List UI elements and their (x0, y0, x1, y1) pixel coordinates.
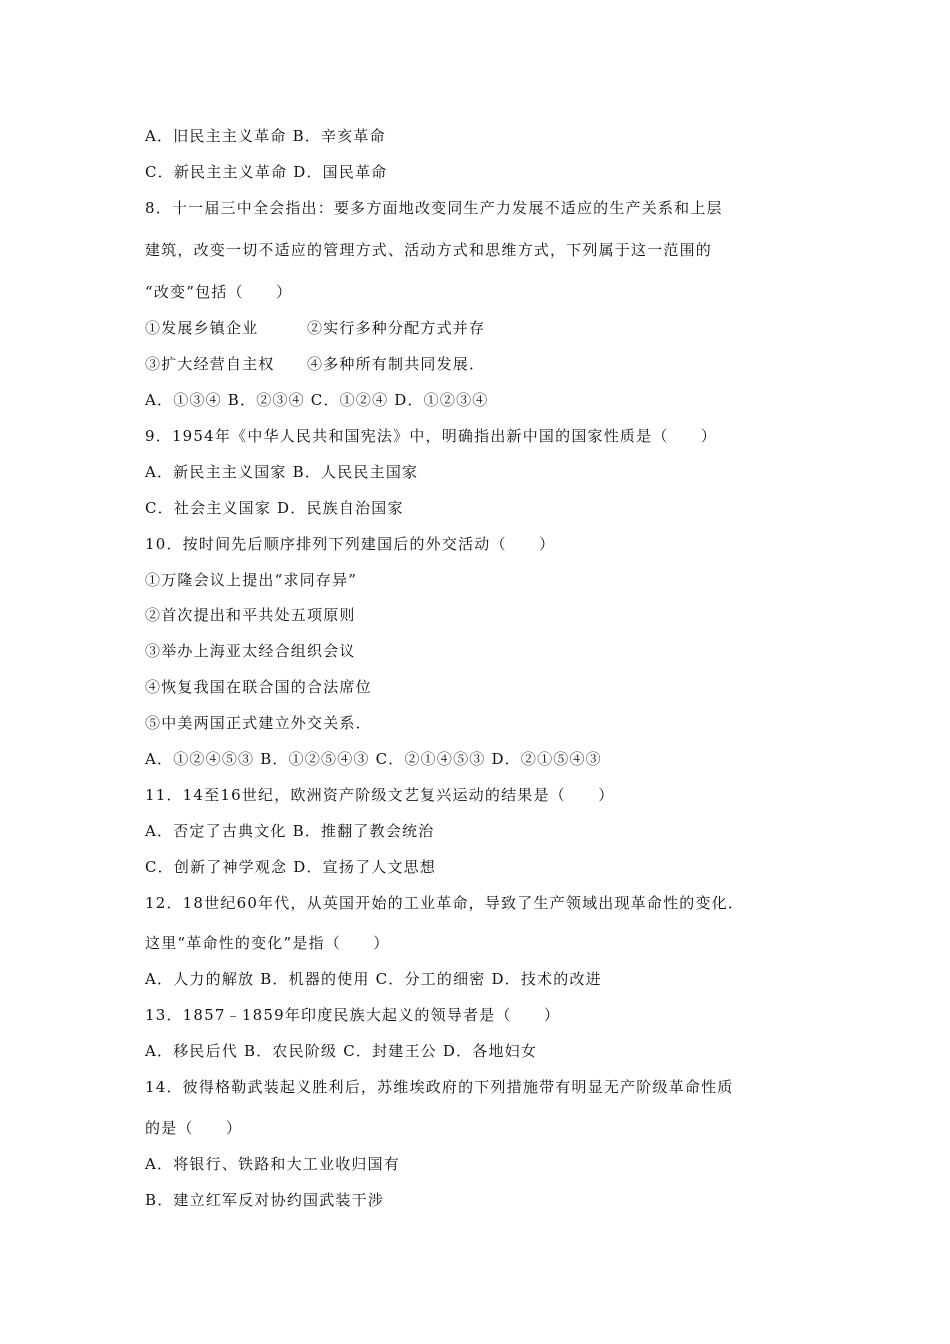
q10-item-2: ②首次提出和平共处五项原则 (145, 606, 356, 624)
q9-options-cd: C．社会主义国家 D．民族自治国家 (145, 499, 404, 517)
q9-options-ab: A．新民主主义国家 B．人民民主国家 (145, 463, 419, 481)
q7-options-cd: C．新民主主义革命 D．国民革命 (145, 163, 388, 181)
q11-stem: 11．14至16世纪，欧洲资产阶级文艺复兴运动的结果是（ ） (145, 786, 615, 804)
q10-stem: 10．按时间先后顺序排列下列建国后的外交活动（ ） (145, 535, 556, 553)
q12-stem-line2: 这里“革命性的变化”是指（ ） (145, 934, 390, 952)
q12-options: A．人力的解放 B．机器的使用 C．分工的细密 D．技术的改进 (145, 970, 602, 988)
q8-stem-line2: 建筑，改变一切不适应的管理方式、活动方式和思维方式，下列属于这一范围的 (145, 241, 713, 259)
q8-item-1-2: ①发展乡镇企业 ②实行多种分配方式并存 (145, 319, 486, 337)
q10-item-1: ①万隆会议上提出“求同存异” (145, 571, 358, 589)
q8-options: A．①③④ B．②③④ C．①②④ D．①②③④ (145, 391, 489, 409)
q12-stem-line1: 12．18世纪60年代，从英国开始的工业革命，导致了生产领域出现革命性的变化． (145, 894, 745, 912)
q14-stem-line2: 的是（ ） (145, 1119, 243, 1137)
q14-stem-line1: 14．彼得格勒武装起义胜利后，苏维埃政府的下列措施带有明显无产阶级革命性质 (145, 1078, 734, 1096)
q10-options: A．①②④⑤③ B．①②⑤④③ C．②①④⑤③ D．②①⑤④③ (145, 750, 602, 768)
q14-option-b: B．建立红军反对协约国武装干涉 (145, 1191, 385, 1209)
q13-options: A．移民后代 B．农民阶级 C．封建王公 D．各地妇女 (145, 1042, 538, 1060)
q8-item-3-4: ③扩大经营自主权 ④多种所有制共同发展． (145, 355, 486, 373)
q10-item-4: ④恢复我国在联合国的合法席位 (145, 678, 372, 696)
q8-stem-line3: “改变”包括（ ） (145, 283, 293, 301)
q10-item-5: ⑤中美两国正式建立外交关系． (145, 714, 372, 732)
q11-options-cd: C．创新了神学观念 D．宣扬了人文思想 (145, 858, 437, 876)
q14-option-a: A．将银行、铁路和大工业收归国有 (145, 1155, 401, 1173)
q7-options-ab: A．旧民主主义革命 B．辛亥革命 (145, 127, 386, 145)
q9-stem: 9．1954年《中华人民共和国宪法》中，明确指出新中国的国家性质是（ ） (145, 427, 718, 445)
q10-item-3: ③举办上海亚太经合组织会议 (145, 642, 356, 660)
q8-stem-line1: 8．十一届三中全会指出：要多方面地改变同生产力发展不适应的生产关系和上层 (145, 199, 723, 217)
q11-options-ab: A．否定了古典文化 B．推翻了教会统治 (145, 822, 435, 840)
q13-stem: 13．1857﹣1859年印度民族大起义的领导者是（ ） (145, 1006, 561, 1024)
